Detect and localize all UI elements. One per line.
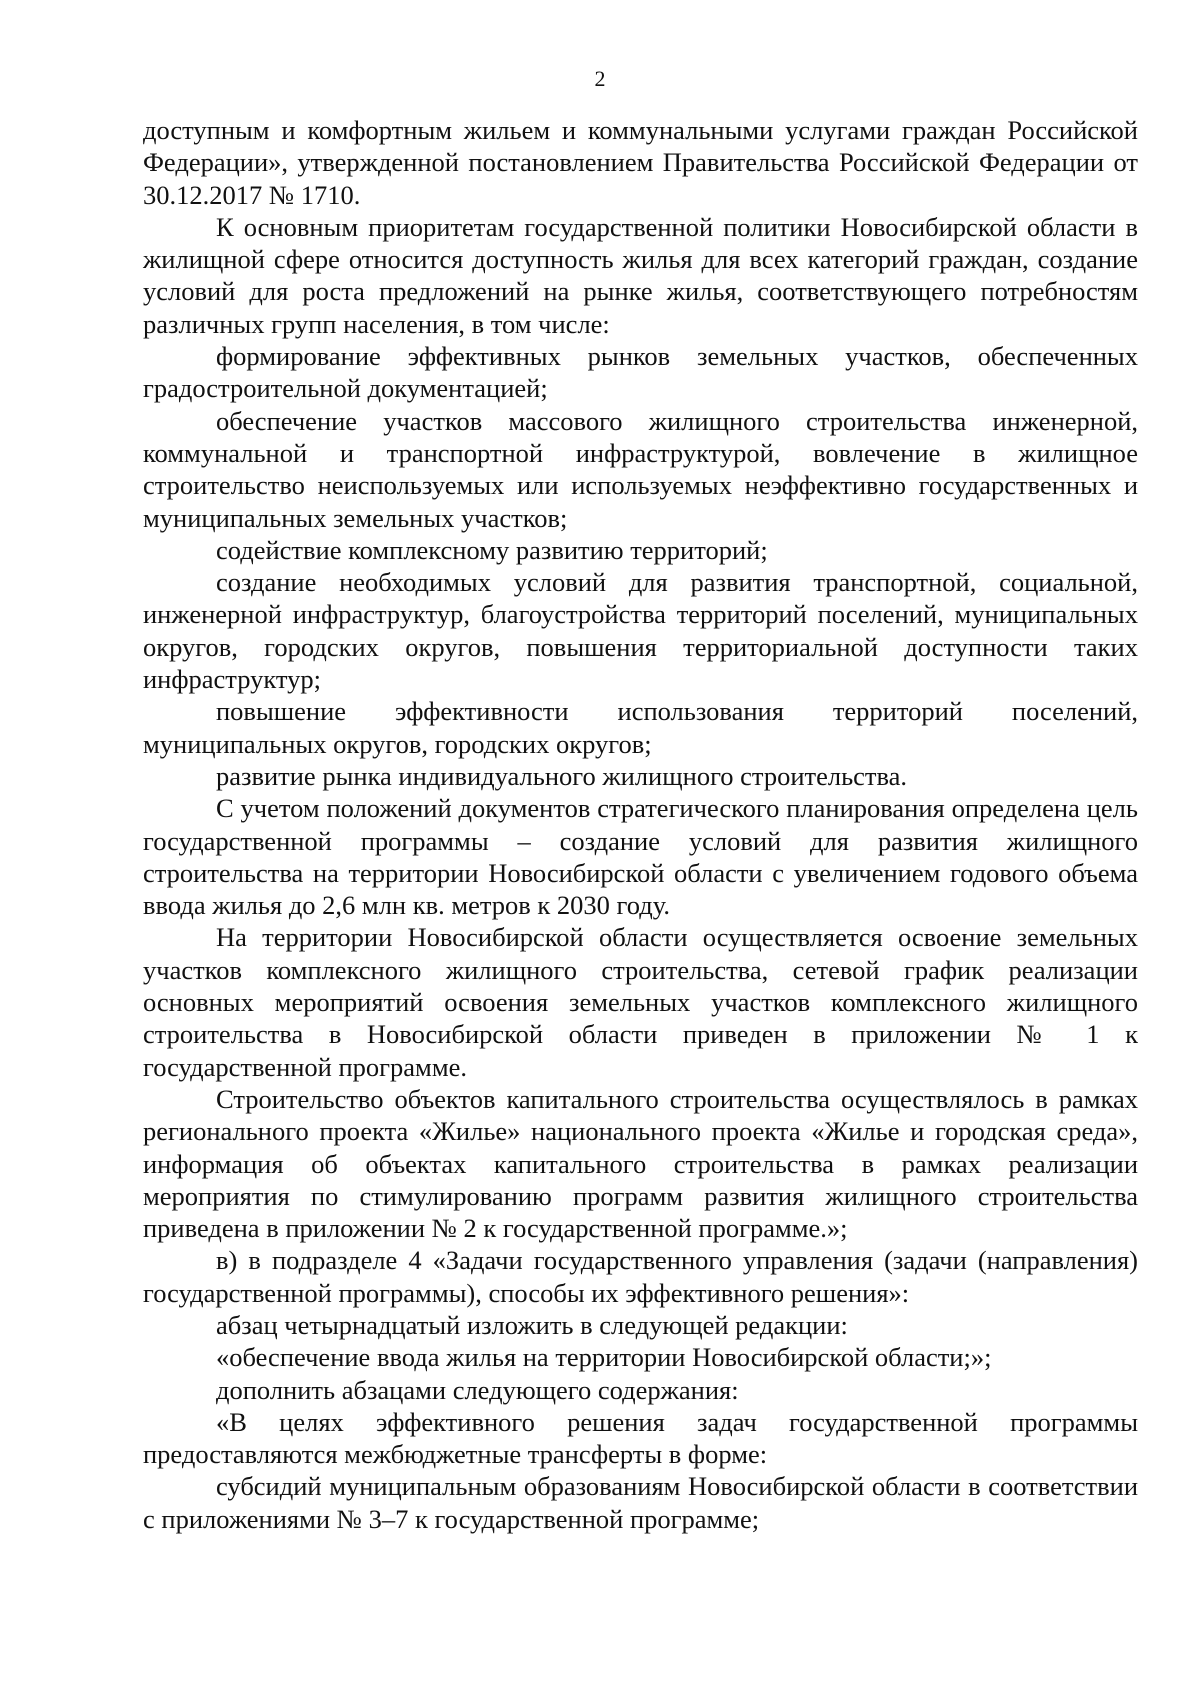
paragraph-individual-housing: развитие рынка индивидуального жилищного строительства.	[216, 760, 908, 791]
paragraph-housing-commissioning: «обеспечение ввода жилья на территории Новосибирской области;»;	[216, 1342, 992, 1373]
page-number: 2	[594, 66, 606, 91]
paragraph-continuation: доступным и комфортным жильем и коммунальными услугами граждан Российской Федерации», утвержденной постановлением Правительства Российской Федерации от 30.12.2017 № 1710.	[143, 115, 1138, 210]
paragraph-subsection-4: в) в подразделе 4 «Задачи государственного управления (задачи (направления) государственной программы), способы их эффективного решения»:	[143, 1245, 1138, 1308]
paragraph-program-goal: С учетом положений документов стратегического планирования определена цель государственной программы – создание условий для развития жилищного строительства на территории Новосибирской области с увеличением годового объема ввода жилья до 2,6 млн кв. метров к 2030 году.	[143, 793, 1138, 921]
paragraph-efficiency: повышение эффективности использования территорий поселений, муниципальных округов, городских округов;	[143, 696, 1138, 759]
paragraph-land-markets: формирование эффективных рынков земельных участков, обеспеченных градостроительной документацией;	[143, 341, 1138, 404]
paragraph-necessary-conditions: создание необходимых условий для развития транспортной, социальной, инженерной инфраструктур, благоустройства территорий поселений, муниципальных округов, городских округов, повышения территориальной доступности таких инфраструктур;	[143, 567, 1138, 695]
paragraph-fourteenth-abzac: абзац четырнадцатый изложить в следующей редакции:	[216, 1309, 848, 1340]
paragraph-capital-construction: Строительство объектов капитального строительства осуществлялось в рамках регионального проекта «Жилье» национального проекта «Жилье и городская среда», информация об объектах капитального строительства в рамках реализации мероприятия по стимулированию программ развития жилищного строительства приведена в приложении № 2 к государственной программе.»;	[143, 1083, 1138, 1244]
paragraph-subsidies: субсидий муниципальным образованиям Новосибирской области в соответствии с приложениями № 3–7 к государственной программе;	[143, 1471, 1138, 1534]
paragraph-supplement: дополнить абзацами следующего содержания:	[216, 1374, 739, 1405]
paragraph-land-development: На территории Новосибирской области осуществляется освоение земельных участков комплексного жилищного строительства, сетевой график реализации основных мероприятий освоения земельных участков комплексного жилищного строительства в Новосибирской области приведен в приложении № 1 к государственной программе.	[143, 922, 1138, 1082]
paragraph-territory-development: содействие комплексному развитию территорий;	[216, 534, 768, 565]
paragraph-priorities: К основным приоритетам государственной политики Новосибирской области в жилищной сфере относится доступность жилья для всех категорий граждан, создание условий для роста предложений на рынке жилья, соответствующего потребностям различных групп населения, в том числе:	[143, 211, 1138, 339]
document-body	[143, 114, 1138, 1535]
paragraph-transfers: «В целях эффективного решения задач государственной программы предоставляются межбюджетные трансферты в форме:	[143, 1406, 1138, 1470]
paragraph-infrastructure-provision: обеспечение участков массового жилищного строительства инженерной, коммунальной и транспортной инфраструктурой, вовлечение в жилищное строительство неиспользуемых или используемых неэффективно государственных и муниципальных земельных участков;	[143, 405, 1138, 533]
